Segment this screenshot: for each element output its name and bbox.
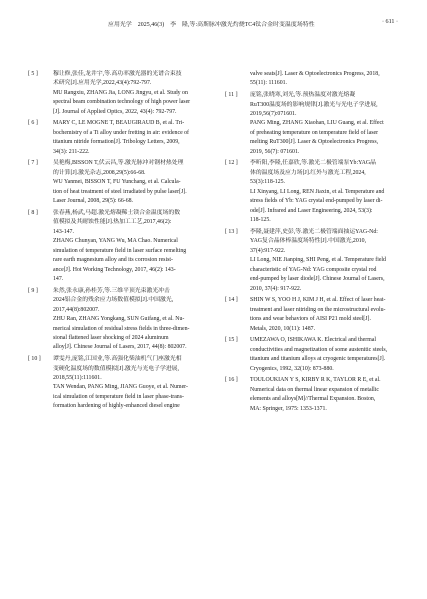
reference-line: RuT300温度场的影响规律[J].激光与光电子学进展,: [250, 101, 378, 108]
reference-line: tion of heat treatment of steel irradiated by pulse laser[J].: [53, 188, 187, 195]
reference-line: 值模拟及其耐蚀性能[J].热加工工艺,2017,46(2):: [53, 219, 172, 226]
reference-line: WU Yanmei, BISSON T, FU Yunchang, et al. Calcula-: [53, 179, 181, 186]
reference-item: [28, 287, 216, 353]
reference-item: [225, 91, 413, 157]
reference-line: conductivities and magnetization of some austenitic steels,: [250, 346, 388, 353]
reference-text: [53, 355, 216, 412]
reference-line: UMEZAWA O, ISHIKAWA K. Electrical and thermal: [250, 337, 376, 344]
reference-line: ZHU Ran, ZHANG Yongkang, SUN Guifang, et al. Nu-: [53, 316, 185, 323]
reference-line: ode[J]. Infrared and Laser Engineering, 2024, 53(3):: [250, 207, 373, 214]
reference-line: 朱然,张永康,孙桂芳,等.三维平顶光束激光冲击: [53, 287, 170, 294]
reference-line: ance[J]. Hot Working Technology, 2017, 46(2): 143-: [53, 266, 176, 273]
reference-number: [ 11 ]: [225, 92, 238, 99]
reference-line: treatment and laser nitriding on the microstructural evolu-: [250, 306, 386, 313]
reference-line: 李隆,聂建萍,史彭,等.激光二极管端面抽运YAG-Nd:: [250, 228, 378, 235]
reference-line: 55(11): 111601.: [250, 80, 288, 87]
reference-line: 吴艳梅,BISSON T,伏云昌,等.激光脉冲对钢材热处理: [53, 160, 184, 167]
reference-line: SHIN W S, YOO H J, KIM J H, et al. Effect of laser heat-: [250, 297, 386, 304]
reference-text: [250, 228, 413, 294]
reference-line: elements and alloys[M]//Thermal Expansion. Boston,: [250, 396, 376, 403]
reference-number: [ 16 ]: [225, 377, 238, 384]
reference-line: ZHANG Chunyan, YANG Wu, MA Chao. Numerical: [53, 238, 178, 245]
reference-number: [ 15 ]: [225, 337, 238, 344]
reference-line: 2010, 37(4): 917-922.: [250, 285, 302, 292]
reference-text: [250, 376, 413, 414]
reference-item: [225, 228, 413, 294]
reference-text: [53, 159, 216, 206]
reference-line: Cryogenics, 1992, 32(10): 873-880.: [250, 365, 334, 372]
reference-line: 张春燕,杨武,马超.激光熔凝稀土镁合金温度场的数: [53, 209, 181, 216]
reference-line: 2017,44(8):802007.: [53, 306, 100, 313]
reference-line: rare earth magnesium alloy and its corrosion resist-: [53, 257, 173, 264]
reference-line: 术研究[J].应用光学,2022,43(4):792-797.: [53, 80, 152, 87]
reference-number: [ 7 ]: [28, 160, 38, 167]
reference-line: 李昕阳,李隆,任嘉欣,等.激光二极管端泵Yb:YAG晶: [250, 160, 376, 167]
reference-line: Metals, 2020, 10(11): 1487.: [250, 325, 316, 332]
running-head: 应用光学 2025,46(3) 李 隆,等:高斯脉冲激光灼烧TC4钛合金时变温度场特性: [108, 22, 315, 28]
reference-line: titanium and titanium alloys at cryogenic temperatures[J].: [250, 356, 386, 363]
reference-item: [225, 376, 413, 414]
reference-line: valve seats[J]. Laser & Optoelectronics Progress, 2018,: [250, 71, 380, 77]
reference-text: [250, 159, 413, 225]
reference-line: 143-147.: [53, 228, 74, 235]
reference-item: [225, 159, 413, 225]
reference-line: characteristic of YAG-Nd: YAG composite crystal rod: [250, 266, 377, 273]
reference-line: tions and wear behaviors of AISI P21 mold steel[J].: [250, 316, 371, 323]
reference-line: end-pumped by laser diode[J]. Chinese Journal of Lasers,: [250, 276, 385, 283]
reference-line: formation hardening of highly-enhanced diesel engine: [53, 403, 180, 410]
reference-line: MARY C, LE MOGNE T, BEAUGIRAUD B, et al. Tri-: [53, 120, 185, 127]
reference-line: spectral beam combination technology of high power laser: [53, 99, 191, 106]
reference-line: TAN Wendan, PANG Ming, JIANG Guoye, et al. Numer-: [53, 384, 188, 391]
reference-line: titanium nitride formation[J]. Tribology Letters, 2009,: [53, 139, 180, 146]
reference-text: [250, 70, 413, 89]
page-header: [0, 0, 427, 30]
reference-line: melting RuT300[J]. Laser & Optoelectronics Progress,: [250, 139, 379, 146]
reference-item: [28, 159, 216, 206]
reference-line: bochemistry of a Ti alloy under fretting in air: evidence of: [53, 129, 189, 136]
reference-line: 变硬化温度场的数值模拟[J].激光与光电子学进展,: [53, 365, 179, 372]
reference-line: 的计算[J].激光杂志,2008,29(5):66-68.: [53, 169, 146, 176]
reference-line: 37(4):917-922.: [250, 247, 286, 254]
reference-number: [ 5 ]: [28, 71, 38, 77]
reference-line: LI Xinyang, LI Long, REN Jiaxin, et al. Temperature and: [250, 188, 385, 195]
reference-line: 谭雯丹,庞铭,江国业,等.高强化柴油机气门座激光相: [53, 356, 182, 363]
reference-text: [53, 287, 216, 353]
reference-line: Laser Journal, 2008, 29(5): 66-68.: [53, 198, 134, 205]
reference-number: [ 9 ]: [28, 287, 38, 294]
reference-number: [ 10 ]: [28, 356, 41, 363]
reference-line: LI Long, NIE Jianping, SHI Peng, et al. Temperature field: [250, 257, 386, 264]
reference-line: Numerical data on thermal linear expansion of metallic: [250, 386, 379, 393]
reference-item: [28, 209, 216, 285]
reference-line: 2018,55(11):111601.: [53, 374, 102, 381]
reference-text: [53, 209, 216, 285]
reference-line: stress fields of Yb: YAG crystal end-pumped by laser di-: [250, 198, 383, 205]
reference-line: alloy[J]. Chinese Journal of Lasers, 2017, 44(8): 802007.: [53, 344, 187, 351]
reference-item: [28, 119, 216, 157]
reference-text: [53, 119, 216, 157]
reference-line: ical simulation of temperature field in laser phase-trans-: [53, 393, 184, 400]
reference-number: [ 14 ]: [225, 297, 238, 304]
reference-line: 2019, 56(7): 071601.: [250, 148, 300, 155]
reference-number: [ 13 ]: [225, 228, 238, 235]
reference-line: 34(3): 211-222.: [53, 148, 90, 155]
reference-number: [ 8 ]: [28, 209, 38, 216]
reference-line: merical simulation of residual stress fields in three-dimen-: [53, 325, 190, 332]
reference-line: 体的温度场及应力场[J].红外与激光工程,2024,: [250, 169, 366, 176]
reference-line: sional flattened laser shocking of 2024 aluminum: [53, 334, 169, 341]
reference-line: [J]. Journal of Applied Optics, 2022, 43(4): 792-797.: [53, 108, 177, 115]
reference-text: [250, 91, 413, 157]
left-column: [28, 70, 216, 414]
reference-line: 2019,56(7):071601.: [250, 111, 297, 117]
right-column: [225, 70, 413, 416]
reference-item: [28, 70, 216, 117]
reference-line: MU Rangxiu, ZHANG Jia, LONG Jingyu, et al. Study on: [53, 89, 188, 96]
page-number: · 611 ·: [382, 19, 399, 25]
reference-line: 118-125.: [250, 217, 271, 224]
reference-line: 穆让修,张佳,龙井宇,等.高功率激光器的光谱合束技: [53, 71, 182, 77]
reference-number: [ 6 ]: [28, 120, 38, 127]
reference-line: 53(3):118-125.: [250, 179, 286, 186]
reference-number: [ 12 ]: [225, 160, 238, 167]
reference-line: YAG复合晶体棒温度场特性[J].中国激光,2010,: [250, 238, 367, 245]
reference-line: 147.: [53, 276, 64, 283]
reference-text: [250, 336, 413, 374]
reference-item: [225, 70, 413, 89]
reference-line: of preheating temperature on temperature field of laser: [250, 129, 379, 136]
reference-line: MA: Springer, 1975: 1353-1371.: [250, 405, 327, 412]
reference-text: [250, 296, 413, 334]
reference-line: PANG Ming, ZHANG Xiaohan, LIU Guang, et al. Effect: [250, 120, 384, 127]
reference-line: TOULOUKIAN Y S, KIRBY R K, TAYLOR R E, et al.: [250, 377, 381, 384]
reference-line: simulation of temperature field in laser surface remelting: [53, 247, 187, 254]
reference-item: [225, 296, 413, 334]
reference-text: [53, 70, 216, 117]
reference-line: 庞铭,张晓寒,刘光,等.预热温度对激光熔凝: [250, 92, 356, 99]
reference-line: 2024铝合金的残余应力场数值模拟[J].中国激光,: [53, 297, 174, 304]
reference-item: [225, 336, 413, 374]
reference-item: [28, 355, 216, 412]
